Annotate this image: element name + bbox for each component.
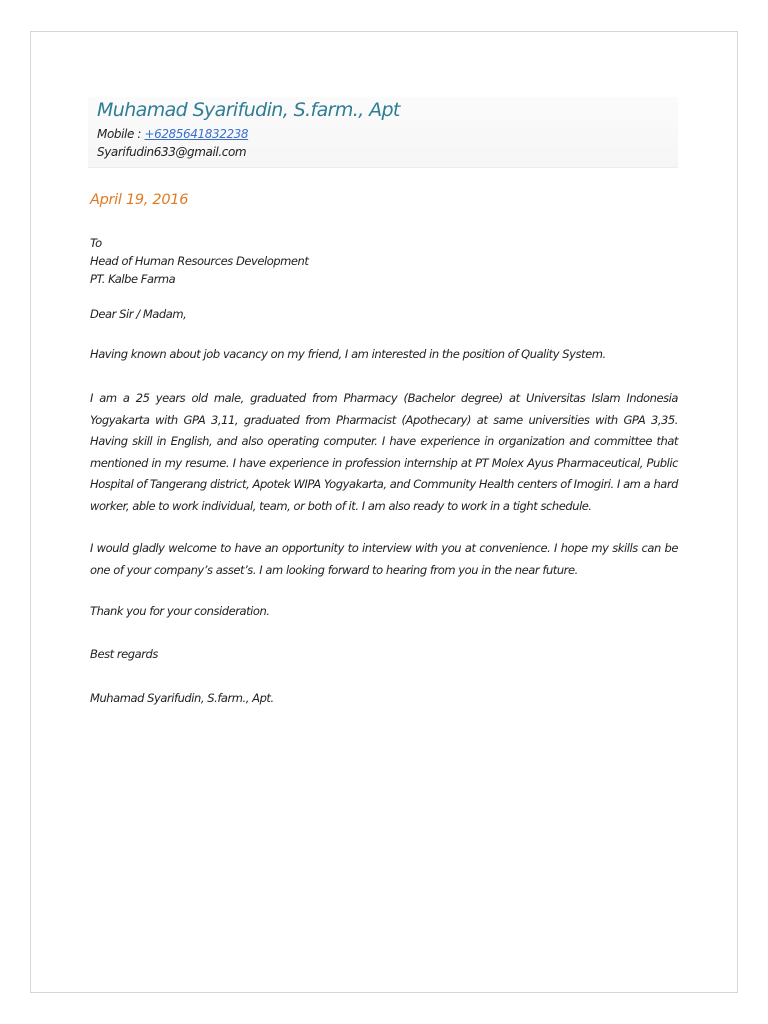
- letter-date: April 19, 2016: [90, 192, 189, 208]
- mobile-label: Mobile :: [97, 127, 145, 141]
- mobile-number-link[interactable]: +6285641832238: [144, 127, 249, 141]
- recipient-company: PT. Kalbe Farma: [90, 272, 176, 286]
- sender-name: Muhamad Syarifudin, S.farm., Apt: [97, 99, 400, 121]
- salutation: Dear Sir / Madam,: [90, 307, 187, 321]
- thanks-line: Thank you for your consideration.: [90, 604, 270, 618]
- mobile-line: [97, 127, 248, 141]
- recipient-to: To: [90, 236, 102, 250]
- paragraph-interview: I would gladly welcome to have an opportunity to interview with you at convenience. I hope my skills can be one of your company’s asset’s. I am looking forward to hearing from you in the near future.: [90, 541, 678, 577]
- signature-line: Muhamad Syarifudin, S.farm., Apt.: [90, 691, 274, 705]
- recipient-block: [90, 234, 678, 288]
- email-address: Syarifudin633@gmail.com: [97, 145, 247, 159]
- paragraph-intro: Having known about job vacancy on my friend, I am interested in the position of Quality System.: [90, 347, 606, 361]
- paragraph-qualifications: I am a 25 years old male, graduated from Pharmacy (Bachelor degree) at Universitas Islam Indonesia Yogyakarta with GPA 3,11, graduated from Pharmacist (Apothecary) at same universities with GPA 3,35. Having skill in English, and also operating computer. I have experience in organization and committee that mentioned in my resume. I have experience in profession internship at PT Molex Ayus Pharmaceutical, Public Hospital of Tangerang district, Apotek WIPA Yogyakarta, and Community Health centers of Imogiri. I am a hard worker, able to work individual, team, or both of it. I am also ready to work in a tight schedule.: [90, 391, 679, 513]
- closing-line: Best regards: [90, 647, 158, 661]
- recipient-title: Head of Human Resources Development: [90, 254, 309, 268]
